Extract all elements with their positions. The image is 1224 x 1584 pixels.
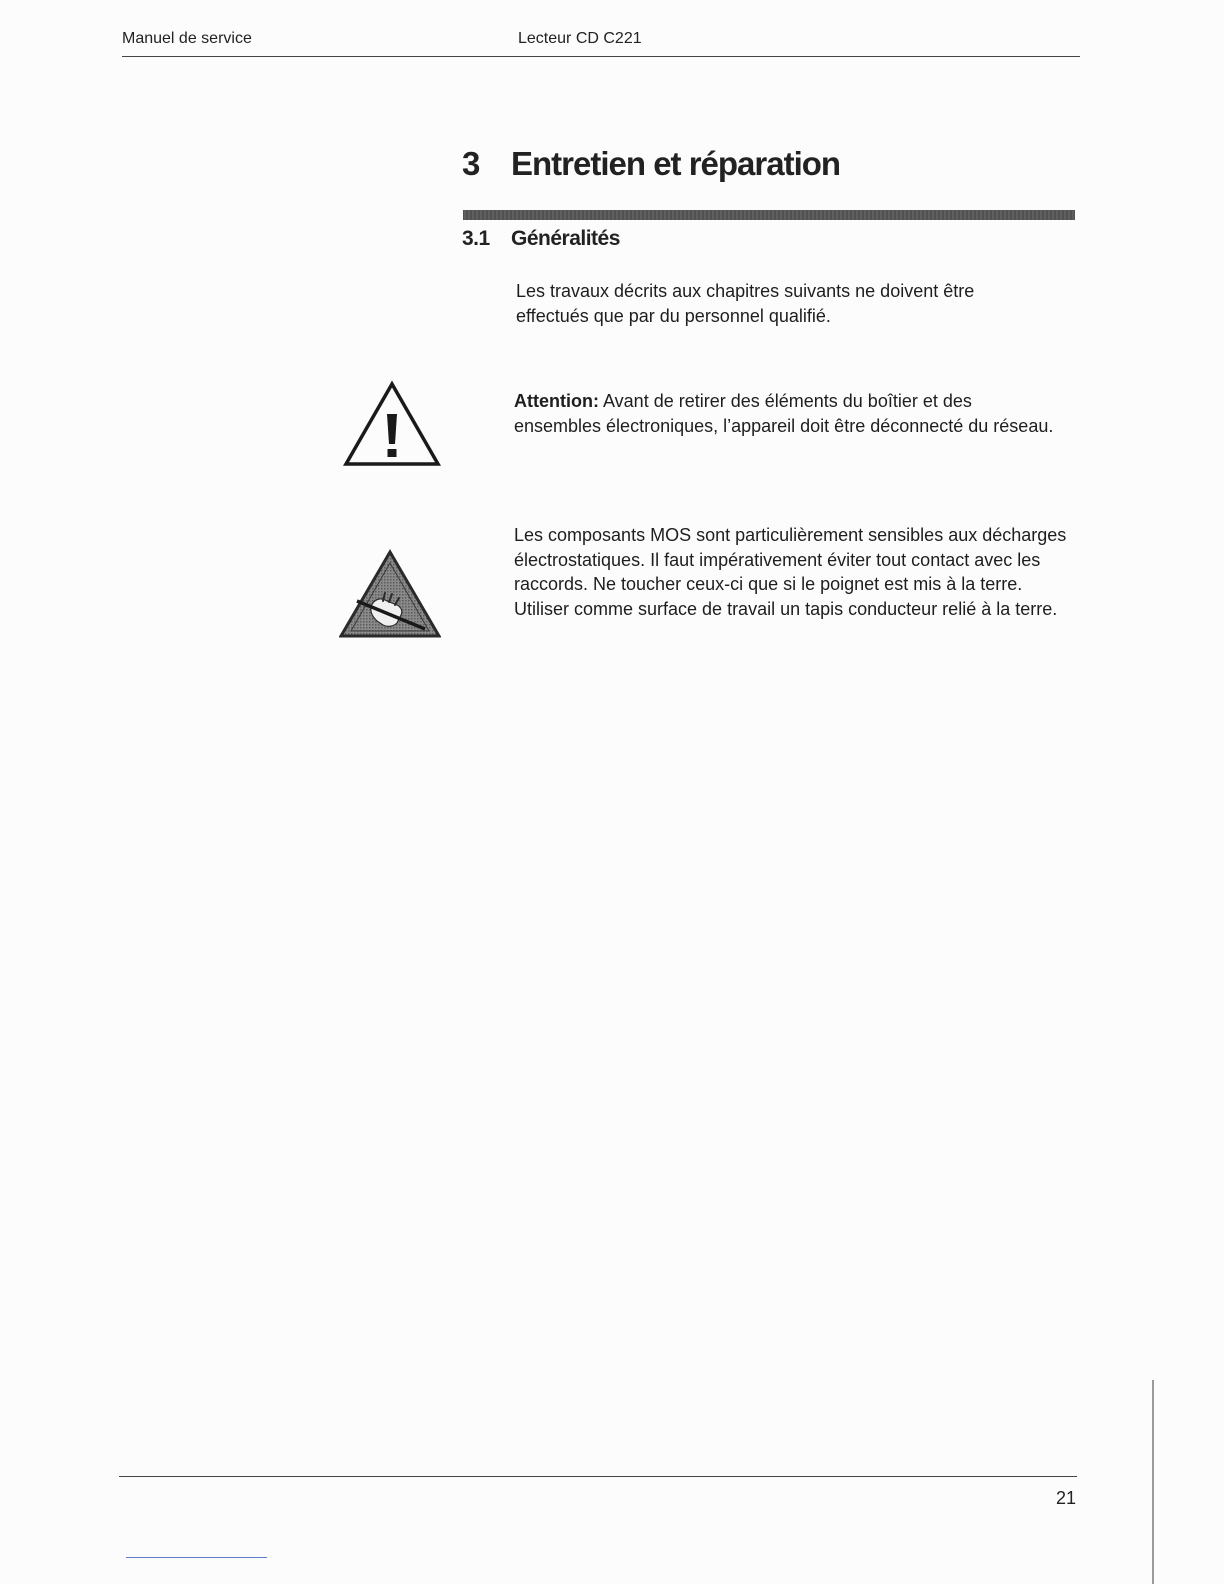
esd-sensitive-icon [339,549,441,639]
section-number: 3.1 [462,227,490,250]
header-product-title: Lecteur CD C221 [518,30,642,47]
chapter-title: Entretien et réparation [511,145,841,182]
footer-rule [119,1476,1077,1477]
attention-text: Avant de retirer des éléments du boîtier et des ensembles électroniques, l’appareil doit être déconnecté du réseau. [514,391,1054,436]
section-bar [463,210,1075,220]
warning-triangle-icon [343,380,441,468]
mos-paragraph: Les composants MOS sont particulièrement sensibles aux décharges électrostatiques. Il faut impérativement éviter tout contact avec les raccords. Ne toucher ceux-ci que si le poignet est mis à la terre. Utiliser comme surface de travail un tapis conducteur relié à la terre. [514,525,1067,619]
section-title: Généralités [511,227,620,250]
header-manual-title: Manuel de service [122,30,252,47]
page-number: 21 [1056,1488,1077,1508]
scan-edge-line [1152,1380,1154,1584]
attention-paragraph [514,389,1054,438]
header-rule [122,56,1080,57]
intro-paragraph: Les travaux décrits aux chapitres suivants ne doivent être effectués que par du personnel qualifié. [516,281,975,326]
attention-label: Attention: [514,391,599,411]
scan-underline-mark [126,1557,267,1558]
chapter-number: 3 [462,145,480,182]
